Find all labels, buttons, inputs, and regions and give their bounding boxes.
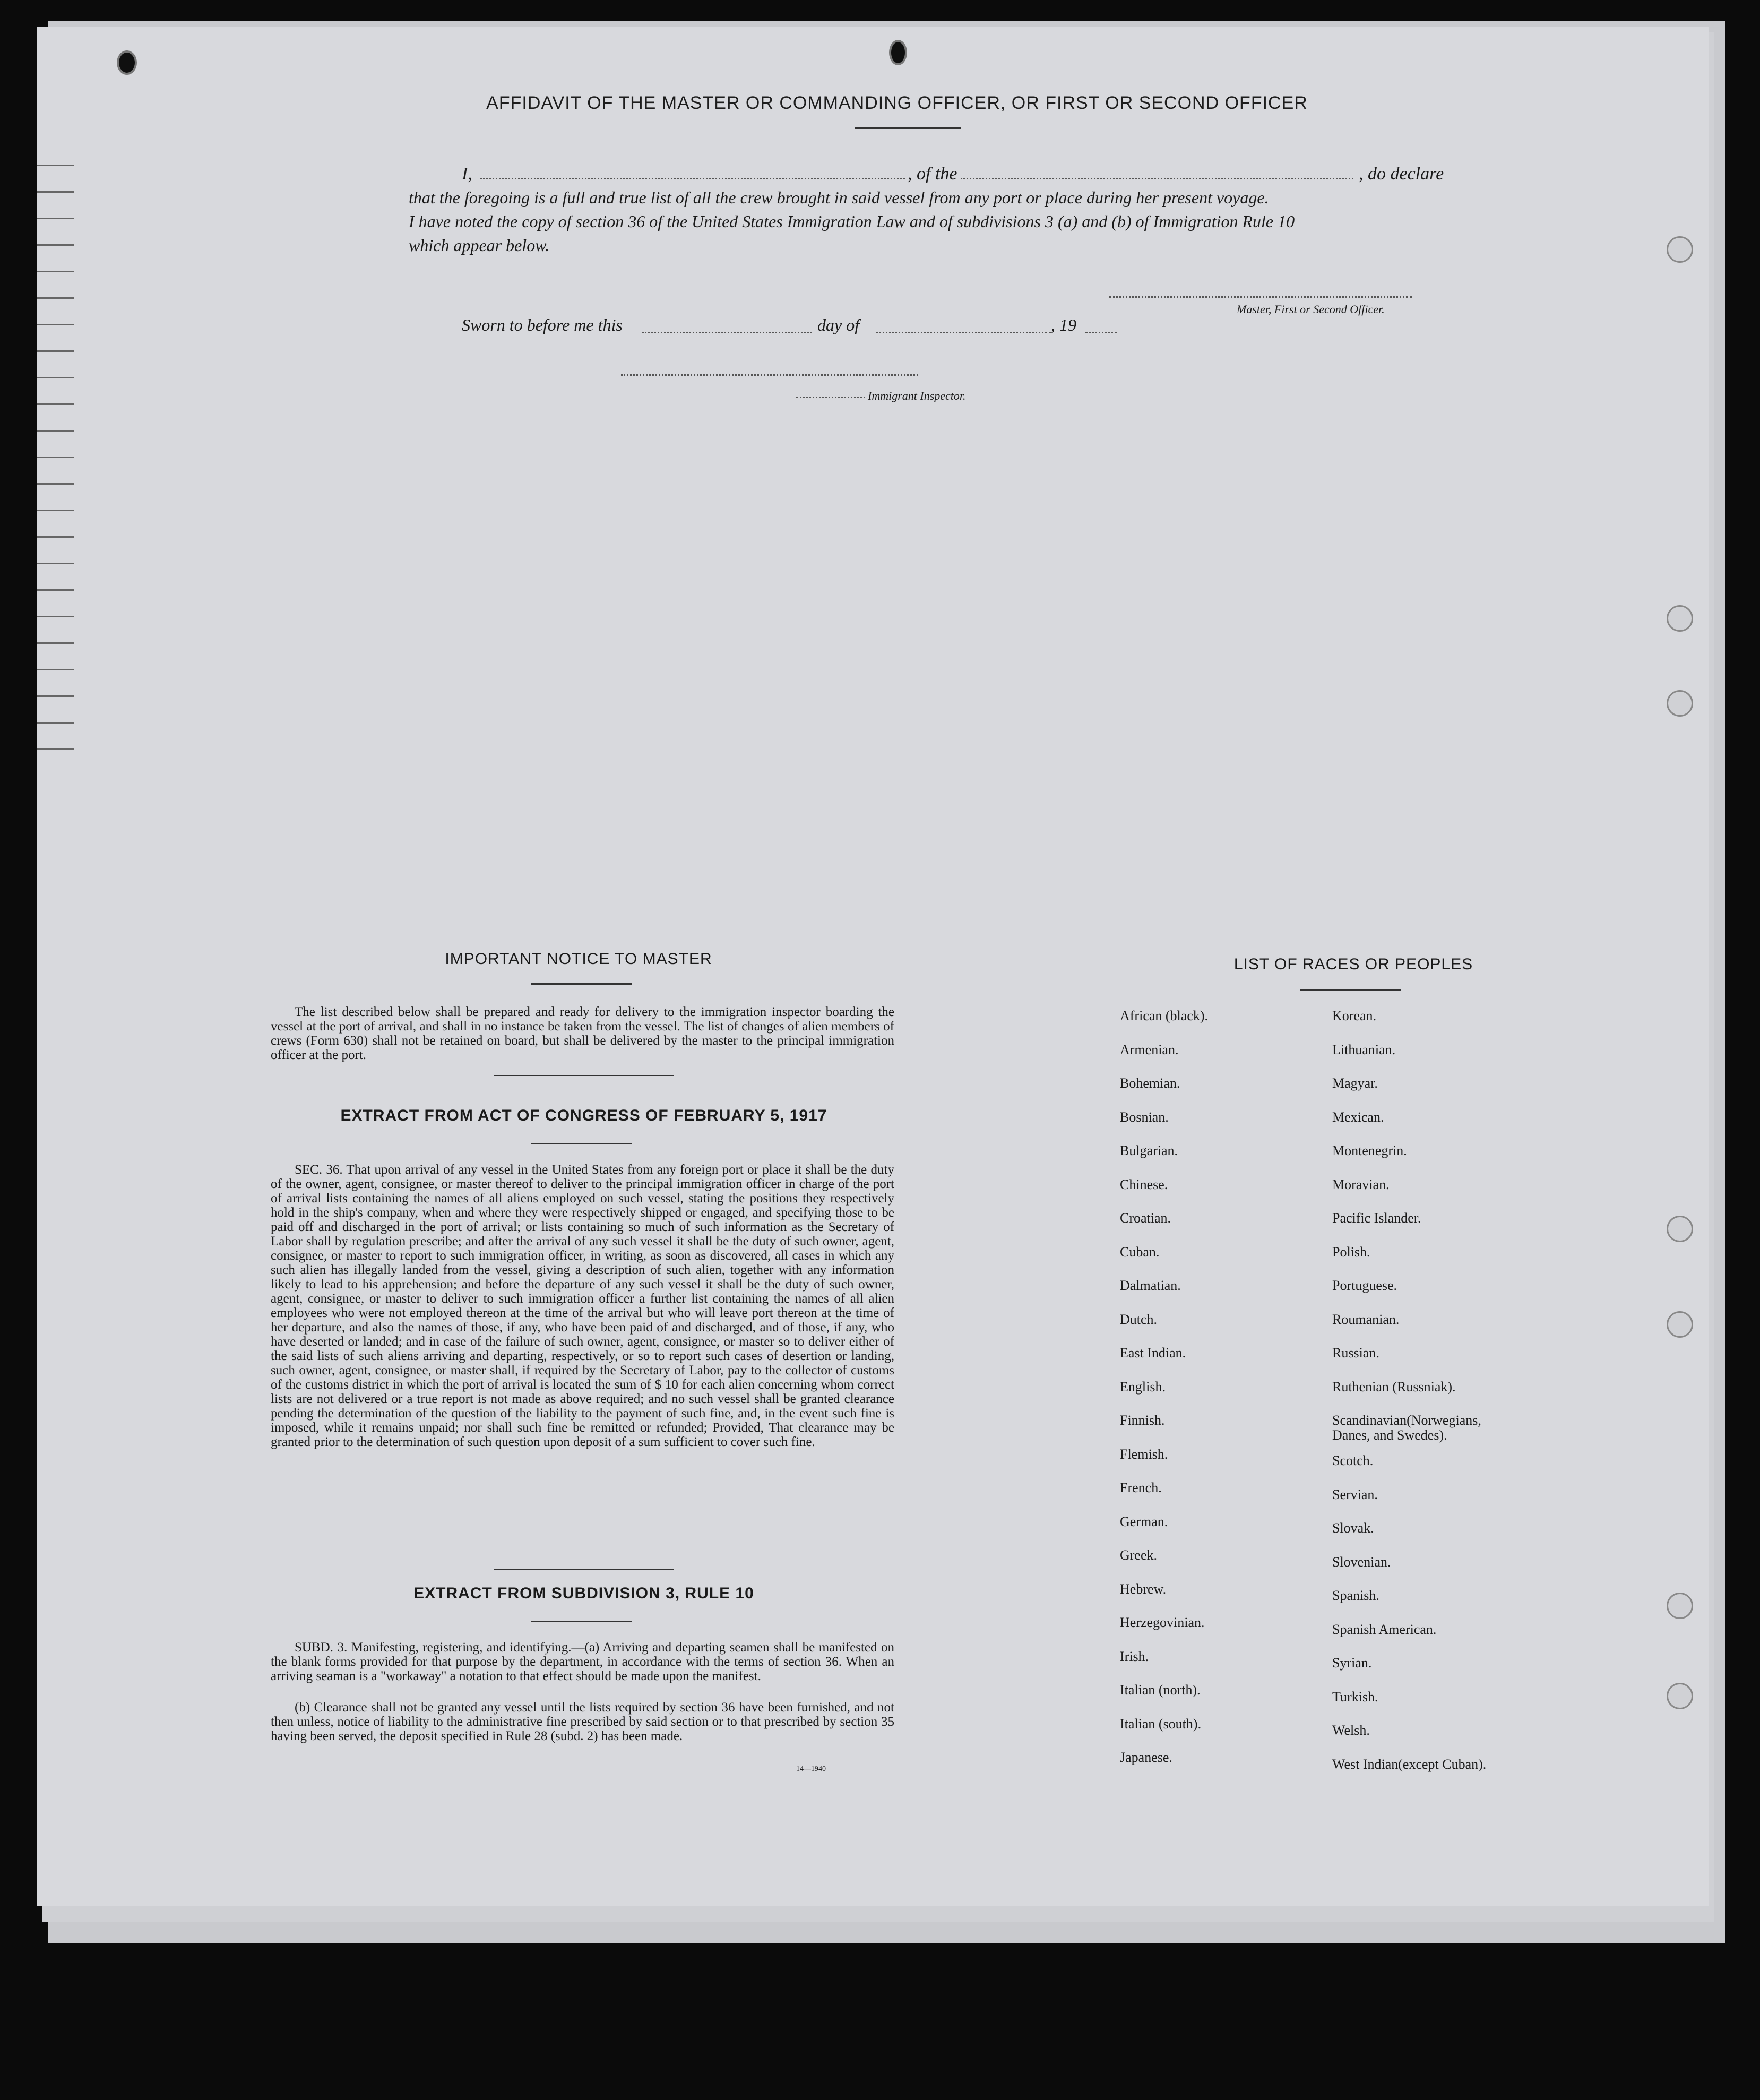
race-entry: Scandinavian(Norwegians, Danes, and Swedes). — [1332, 1413, 1481, 1443]
sworn-prefix: Sworn to before me this — [462, 315, 623, 334]
race-entry: Scotch. — [1332, 1453, 1374, 1468]
race-entry: Polish. — [1332, 1244, 1370, 1260]
act-body: SEC. 36. That upon arrival of any vessel in the United States from any foreign port or place it shall be the duty of the owner, agent, consignee, or master thereof to deliver to the principal immigration officer in charge of the port of arrival lists containing the names of all aliens employed on such vessel, stating the positions they respectively hold in the ship's company, when and where they were respectively shipped or engaged, and specifying those to be paid off and discharged in the port of arrival; or lists containing so much of such information as the Secretary of Labor shall by regulation prescribe; and after the arrival of any such vessel it shall be the duty of such owner, agent, consignee, or master to report to such immigration officer, in writing, as soon as discovered, all cases in which any such alien has illegally landed from the vessel, giving a description of such alien, together with any information likely to lead to his apprehension; and before the departure of any such vessel it shall be the duty of such owner, agent, consignee, or master to deliver to such immigration officer a further list containing the names of all alien employees who were not employed thereon at the time of the arrival but who will leave port thereon at the time of her departure, and also the names of those, if any, who have been paid of and discharged, and of those, if any, who have deserted or landed; and in case of the failure of such owner, agent, consignee, or master so to deliver either of the said lists of such aliens arriving and departing, respectively, or so to report such cases of desertion or landing, such owner, agent, consignee, or master shall, if required by the Secretary of Labor, pay to the collector of customs of the customs district in which the port of arrival is located the sum of $ 10 for each alien concerning whom correct lists are not delivered or a true report is not made as above required; and no such vessel shall be granted clearance pending the determination of the question of the liability to the payment of such fine, and, in the event such fine is imposed, while it remains unpaid; nor shall such fine be remitted or refunded; Provided, That clearance may be granted prior to the determination of such question upon deposit of a sum sufficient to cover such fine. — [271, 1163, 894, 1449]
race-entry: Pacific Islander. — [1332, 1210, 1421, 1226]
race-entry: Greek. — [1120, 1547, 1158, 1563]
margin-rule — [37, 165, 74, 166]
race-entry: Spanish. — [1332, 1588, 1379, 1603]
race-entry: Croatian. — [1120, 1210, 1171, 1226]
binder-ring-icon — [1667, 1683, 1693, 1709]
race-entry: Bosnian. — [1120, 1109, 1169, 1125]
sworn-day-field[interactable] — [642, 332, 812, 333]
binder-ring-icon — [1667, 1311, 1693, 1338]
race-entry: Italian (south). — [1120, 1716, 1202, 1732]
margin-rule — [37, 403, 74, 405]
punch-hole-icon — [889, 40, 907, 65]
race-entry: Portuguese. — [1332, 1278, 1397, 1293]
affidavit-line-3: I have noted the copy of section 36 of the United States Immigration Law and of subdivisions 3 (a) and (b) of Immigration Rule 10 — [409, 212, 1295, 231]
race-entry: Spanish American. — [1332, 1621, 1437, 1637]
manifest-back-page — [37, 27, 1709, 1906]
race-entry: Bulgarian. — [1120, 1143, 1178, 1158]
affidavit-line-2: that the foregoing is a full and true list of all the crew brought in said vessel from any port or place during her present voyage. — [409, 188, 1269, 207]
act-divider — [531, 1143, 632, 1144]
inspector-signature-field-2[interactable] — [796, 397, 865, 398]
title-divider — [855, 127, 961, 129]
margin-rule — [37, 563, 74, 564]
races-heading: LIST OF RACES OR PEOPLES — [1233, 956, 1473, 973]
margin-rule — [37, 589, 74, 591]
race-entry: Slovenian. — [1332, 1554, 1391, 1570]
race-entry: Mexican. — [1332, 1109, 1384, 1125]
race-entry: Ruthenian (Russniak). — [1332, 1379, 1456, 1395]
races-divider — [1300, 989, 1401, 991]
race-entry: Montenegrin. — [1332, 1143, 1407, 1158]
race-entry: Welsh. — [1332, 1723, 1370, 1738]
margin-rule — [37, 695, 74, 697]
margin-rule — [37, 536, 74, 538]
margin-rule — [37, 616, 74, 617]
race-entry: Servian. — [1332, 1486, 1378, 1502]
binder-ring-icon — [1667, 1593, 1693, 1619]
sworn-year-field[interactable] — [1085, 332, 1117, 333]
race-entry: Magyar. — [1332, 1075, 1378, 1091]
race-entry: Hebrew. — [1120, 1581, 1167, 1597]
race-entry: Lithuanian. — [1332, 1042, 1396, 1057]
margin-rule — [37, 457, 74, 458]
race-entry: Turkish. — [1332, 1689, 1378, 1705]
margin-rule — [37, 377, 74, 378]
margin-rule — [37, 271, 74, 272]
margin-rule — [37, 483, 74, 485]
binder-ring-icon — [1667, 690, 1693, 717]
margin-rule — [37, 218, 74, 219]
rule-divider — [531, 1621, 632, 1622]
sworn-day-of: day of — [817, 315, 860, 334]
margin-rule — [37, 324, 74, 325]
signature-caption: Master, First or Second Officer. — [1237, 303, 1385, 316]
race-entry: Roumanian. — [1332, 1311, 1400, 1327]
race-entry: Finnish. — [1120, 1413, 1165, 1428]
margin-rule — [37, 510, 74, 511]
margin-rule — [37, 191, 74, 193]
margin-rule — [37, 722, 74, 724]
affidavit-line-4: which appear below. — [409, 236, 550, 255]
margin-rule — [37, 297, 74, 299]
notice-divider — [531, 983, 632, 985]
binder-ring-icon — [1667, 1216, 1693, 1242]
sworn-year: , 19 — [1051, 315, 1076, 334]
master-name-field[interactable] — [480, 178, 905, 179]
act-heading: EXTRACT FROM ACT OF CONGRESS OF FEBRUARY 5, 1917 — [340, 1107, 827, 1124]
inspector-caption: Immigrant Inspector. — [868, 389, 966, 402]
race-entry: African (black). — [1120, 1008, 1209, 1023]
vessel-name-field[interactable] — [961, 178, 1353, 179]
race-entry: Irish. — [1120, 1648, 1149, 1664]
race-entry: East Indian. — [1120, 1345, 1186, 1361]
rule-body-a: SUBD. 3. Manifesting, registering, and identifying.—(a) Arriving and departing seamen shall be manifested on the blank forms provided for that purpose by the department, in accordance with the terms of section 36. When an arriving seaman is a "workaway" a notation to that effect should be made upon the manifest. — [271, 1640, 894, 1683]
punch-hole-icon — [117, 50, 137, 75]
race-entry: Russian. — [1332, 1345, 1379, 1361]
race-entry: Slovak. — [1332, 1520, 1374, 1536]
race-entry: West Indian(except Cuban). — [1332, 1756, 1487, 1772]
officer-signature-field[interactable] — [1109, 296, 1412, 298]
margin-rule — [37, 430, 74, 432]
rule-heading: EXTRACT FROM SUBDIVISION 3, RULE 10 — [413, 1585, 754, 1602]
race-entry: Armenian. — [1120, 1042, 1179, 1057]
binder-ring-icon — [1667, 236, 1693, 263]
notice-body: The list described below shall be prepared and ready for delivery to the immigration inspector boarding the vessel at the port of arrival, and shall in no instance be taken from the vessel. The list of changes of alien members of crews (Form 630) shall not be retained on board, but shall be delivered by the master to the principal immigration officer at the port. — [271, 1005, 894, 1062]
race-entry: Moravian. — [1332, 1176, 1390, 1192]
race-entry: Syrian. — [1332, 1655, 1372, 1671]
of-the-label: , of the — [908, 164, 957, 184]
inspector-signature-field[interactable] — [621, 374, 918, 376]
race-entry: Cuban. — [1120, 1244, 1160, 1260]
affidavit-i-label: I, — [462, 164, 472, 184]
race-entry: Italian (north). — [1120, 1682, 1201, 1698]
race-entry: Korean. — [1332, 1008, 1377, 1023]
sworn-month-field[interactable] — [876, 332, 1051, 333]
rule-body-b: (b) Clearance shall not be granted any vessel until the lists required by section 36 have been furnished, and not then unless, notice of liability to the administrative fine prescribed by said section or to that prescribed by section 35 having been served, the deposit specified in Rule 28 (subd. 2) has been made. — [271, 1700, 894, 1743]
race-entry: Bohemian. — [1120, 1075, 1180, 1091]
race-entry: Chinese. — [1120, 1176, 1168, 1192]
race-entry: Dalmatian. — [1120, 1278, 1181, 1293]
race-entry: Japanese. — [1120, 1750, 1172, 1765]
race-entry: French. — [1120, 1480, 1162, 1495]
margin-rule — [37, 748, 74, 750]
notice-end-divider — [494, 1075, 674, 1076]
notice-heading: IMPORTANT NOTICE TO MASTER — [445, 950, 712, 968]
binder-ring-icon — [1667, 605, 1693, 632]
race-entry: Flemish. — [1120, 1446, 1168, 1462]
affidavit-title: AFFIDAVIT OF THE MASTER OR COMMANDING OFFICER, OR FIRST OR SECOND OFFICER — [486, 93, 1308, 113]
race-entry: English. — [1120, 1379, 1166, 1395]
margin-rule — [37, 244, 74, 246]
race-entry: Herzegovinian. — [1120, 1615, 1205, 1630]
act-end-divider — [494, 1569, 674, 1570]
form-number: 14—1940 — [796, 1765, 826, 1773]
margin-rule — [37, 350, 74, 352]
race-entry: German. — [1120, 1513, 1168, 1529]
margin-rule — [37, 642, 74, 644]
affidavit-line-1 — [462, 162, 1470, 186]
declare-label: , do declare — [1359, 164, 1444, 184]
race-entry: Dutch. — [1120, 1311, 1158, 1327]
margin-rule — [37, 669, 74, 670]
